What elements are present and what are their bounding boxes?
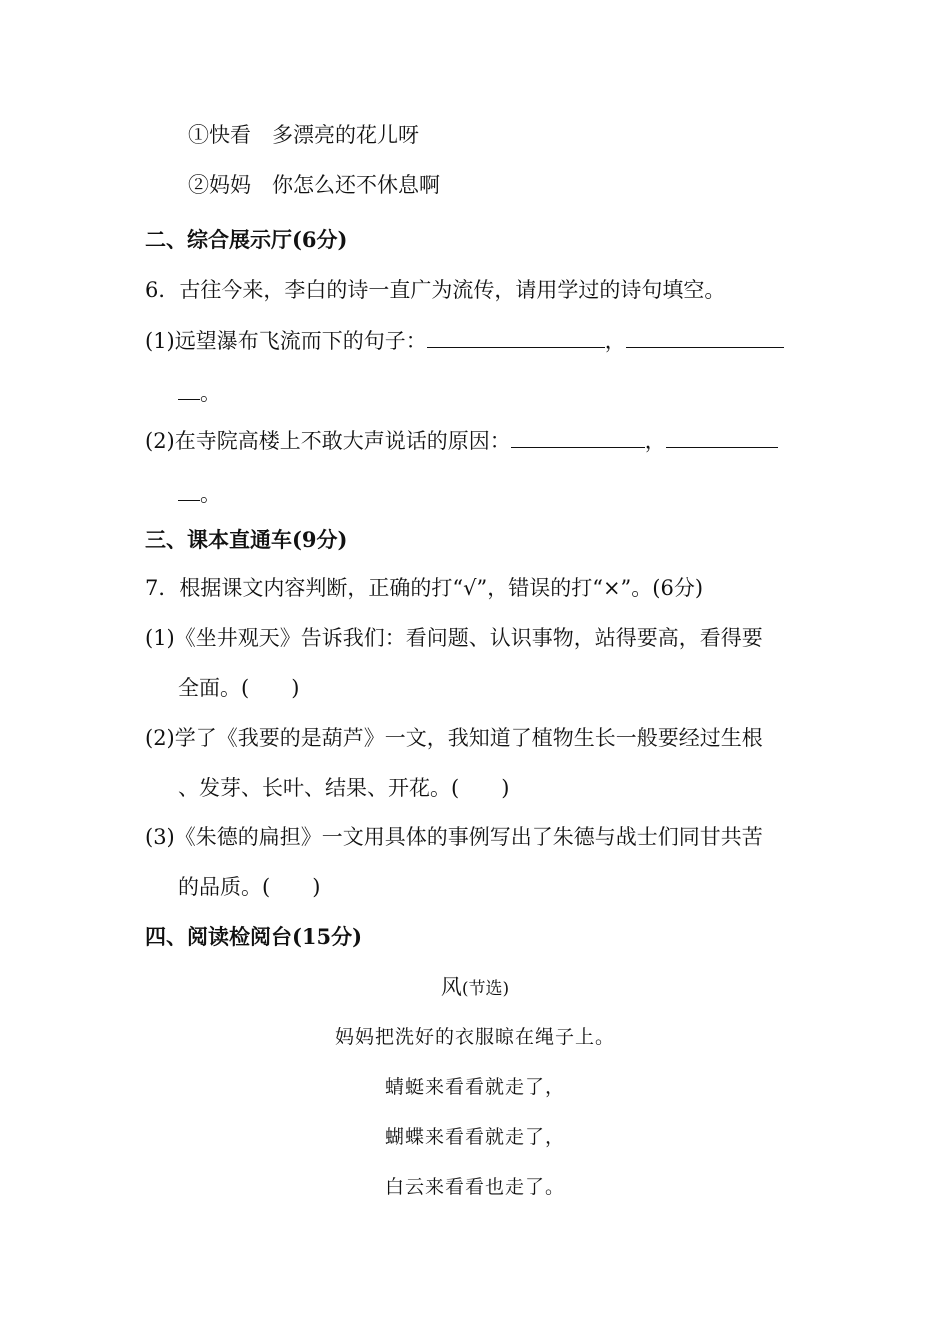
poem-subtitle: (节选) <box>461 979 510 999</box>
answer-blank[interactable] <box>666 425 778 448</box>
question-6-part-1 <box>145 325 784 356</box>
poem-line-2: 蜻蜓来看看就走了， <box>384 1076 565 1098</box>
period: 。 <box>200 381 221 405</box>
question-6-part-1-text: (1)远望瀑布飞流而下的句子： <box>145 329 427 353</box>
poem-title-line <box>0 972 950 1004</box>
question-7-statement-3: (3)《朱德的扁担》一文用具体的事例写出了朱德与战士们同甘共苦 <box>145 825 763 849</box>
option-1: ①快看 多漂亮的花儿呀 <box>188 123 419 147</box>
answer-blank[interactable] <box>178 478 200 501</box>
question-7-statement-2-cont: 、发芽、长叶、结果、开花。( ) <box>178 776 510 800</box>
section-heading-3: 三、课本直通车(9分) <box>145 527 348 552</box>
answer-blank[interactable] <box>427 325 605 348</box>
poem-title: 风 <box>440 975 462 999</box>
question-6-part-1-cont <box>178 377 221 408</box>
question-7-statement-1-cont: 全面。( ) <box>178 676 300 700</box>
period: 。 <box>200 482 221 506</box>
answer-blank[interactable] <box>626 325 784 348</box>
question-7-statement-1: (1)《坐井观天》告诉我们：看问题、认识事物，站得要高，看得要 <box>145 626 763 650</box>
question-6-part-2-cont <box>178 478 221 509</box>
question-7-statement-3-cont: 的品质。( ) <box>178 875 321 899</box>
question-6-part-2 <box>145 425 778 456</box>
answer-blank[interactable] <box>511 425 645 448</box>
question-7-stem: 7．根据课文内容判断，正确的打“√”，错误的打“×”。(6分) <box>145 576 704 600</box>
section-heading-2: 二、综合展示厅(6分) <box>145 227 348 252</box>
question-6-part-2-text: (2)在寺院高楼上不敢大声说话的原因： <box>145 429 511 453</box>
question-7-statement-2: (2)学了《我要的是葫芦》一文，我知道了植物生长一般要经过生根 <box>145 726 763 750</box>
comma: ， <box>604 329 626 353</box>
poem-line-3: 蝴蝶来看看就走了， <box>384 1126 565 1148</box>
section-heading-4: 四、阅读检阅台(15分) <box>145 924 363 949</box>
option-2: ②妈妈 你怎么还不休息啊 <box>188 173 440 197</box>
answer-blank[interactable] <box>178 377 200 400</box>
poem-line-1: 妈妈把洗好的衣服晾在绳子上。 <box>334 1026 615 1048</box>
poem-line-4: 白云来看看也走了。 <box>384 1176 565 1198</box>
question-6-stem: 6．古往今来，李白的诗一直广为流传，请用学过的诗句填空。 <box>145 278 726 302</box>
comma: ， <box>644 429 666 453</box>
